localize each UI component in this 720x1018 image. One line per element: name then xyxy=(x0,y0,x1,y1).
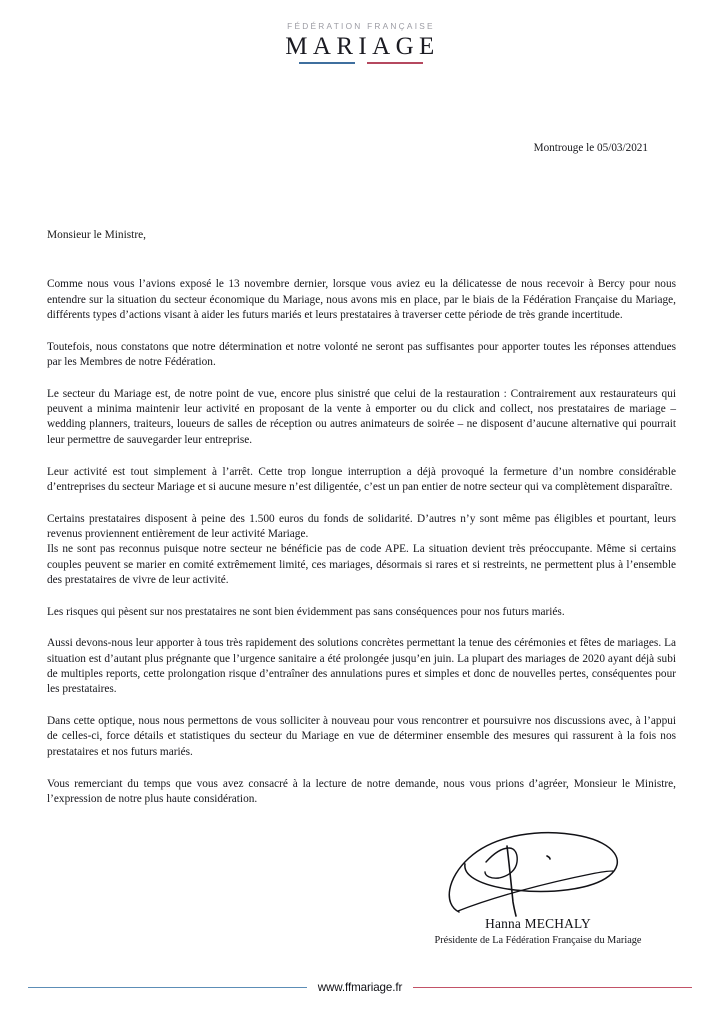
letter-paragraph: Certains prestataires disposent à peine des 1.500 euros du fonds de solidarité. D’autres n’y sont même pas éligibles et pourtant, leurs revenus proviennent entièrement de leur activité Mariage. xyxy=(47,512,676,540)
letter-paragraph: Comme nous vous l’avions exposé le 13 novembre dernier, lorsque vous aviez eu la délicatesse de nous recevoir à Bercy pour nous entendre sur la situation du secteur économique du Mariage, nous avons mis en place, par le biais de la Fédération Française du Mariage, différents types d’actions visant à aider les futurs mariés et leurs prestataires à traverser cette période de très grande incertitude. xyxy=(47,278,676,321)
signatory-role: Présidente de La Fédération Française du Mariage xyxy=(434,935,642,947)
letter-paragraph: Toutefois, nous constatons que notre détermination et notre volonté ne seront pas suffisantes pour apporter toutes les réponses attendues par les Membres de notre Fédération. xyxy=(47,340,676,369)
letter-paragraph: Les risques qui pèsent sur nos prestataires ne sont bien évidemment pas sans conséquences pour nos futurs mariés. xyxy=(47,605,565,618)
organization-logo xyxy=(280,22,439,64)
logo-rule-red xyxy=(367,62,423,64)
date-line: Montrouge le 05/03/2021 xyxy=(533,142,648,154)
letter-paragraph: Vous remerciant du temps que vous avez consacré à la lecture de notre demande, nous vous prions d’agréer, Monsieur le Ministre, l’expression de notre plus haute considération. xyxy=(47,777,676,805)
logo-wordmark: MARIAGE xyxy=(285,33,440,61)
letter-body xyxy=(47,228,676,807)
signature-block xyxy=(400,828,676,947)
letter-paragraph: Aussi devons-nous leur apporter à tous très rapidement des solutions concrètes permettant la tenue des cérémonies et fêtes de mariages. La situation est d’autant plus prégnante que l’urgence sanitaire a été prolongée jusqu’en juin. La plupart des mariages de 2020 ayant déjà subi de multiples reports, cette prolongation risque d’entraîner des annulations pures et simples et donc de nouvelles pertes, conséquentes pour les prestataires. xyxy=(47,637,676,696)
signatory-name: Hanna MECHALY xyxy=(485,916,591,931)
logo-rule-group xyxy=(280,62,439,64)
salutation: Monsieur le Ministre, xyxy=(47,229,147,241)
letter-paragraph: Le secteur du Mariage est, de notre point de vue, encore plus sinistré que celui de la restauration : Contrairement aux restaurateurs qui peuvent a minima maintenir leur activité en proposant de la vente à emporter ou du click and collect, nos prestataires de mariage – wedding planners, traiteurs, loueurs de salles de réception ou autres animateurs de soirée – ne disposent d’aucune alternative qui pourrait leur permettre de sauvegarder leur entreprise. xyxy=(47,387,676,446)
letter-paragraph: Ils ne sont pas reconnus puisque notre secteur ne bénéficie pas de code APE. La situation devient très préoccupante. Même si certains couples peuvent se marier en comité extrêmement limité, ces mariages, désormais si rares et si restreints, ne permettent plus à l’ensemble des prestataires de vivre de leur activité. xyxy=(47,543,676,586)
letter-paragraph: Dans cette optique, nous nous permettons de vous solliciter à nouveau pour vous rencontrer et poursuivre nos discussions avec, à l’appui de celles-ci, force détails et statistiques du secteur du Mariage en vue de déterminer ensemble des mesures qui rassurent à la fois nos prestataires et nos futurs mariés. xyxy=(47,715,676,758)
footer-rule-blue xyxy=(28,987,307,988)
page-footer xyxy=(28,981,692,994)
letter-paragraph: Leur activité est tout simplement à l’arrêt. Cette trop longue interruption a déjà provoqué la fermeture d’un nombre considérable d’entreprises du secteur Mariage et si aucune mesure n’est diligentée, c’est un pan entier de notre secteur qui va complètement disparaître. xyxy=(47,465,676,493)
footer-rule-red xyxy=(413,987,692,988)
handwritten-signature-icon xyxy=(400,828,676,920)
logo-superscript-text: FÉDÉRATION FRANÇAISE xyxy=(287,21,435,31)
letterhead xyxy=(0,22,720,69)
footer-website-url[interactable]: www.ffmariage.fr xyxy=(317,981,403,994)
logo-rule-blue xyxy=(299,62,355,64)
